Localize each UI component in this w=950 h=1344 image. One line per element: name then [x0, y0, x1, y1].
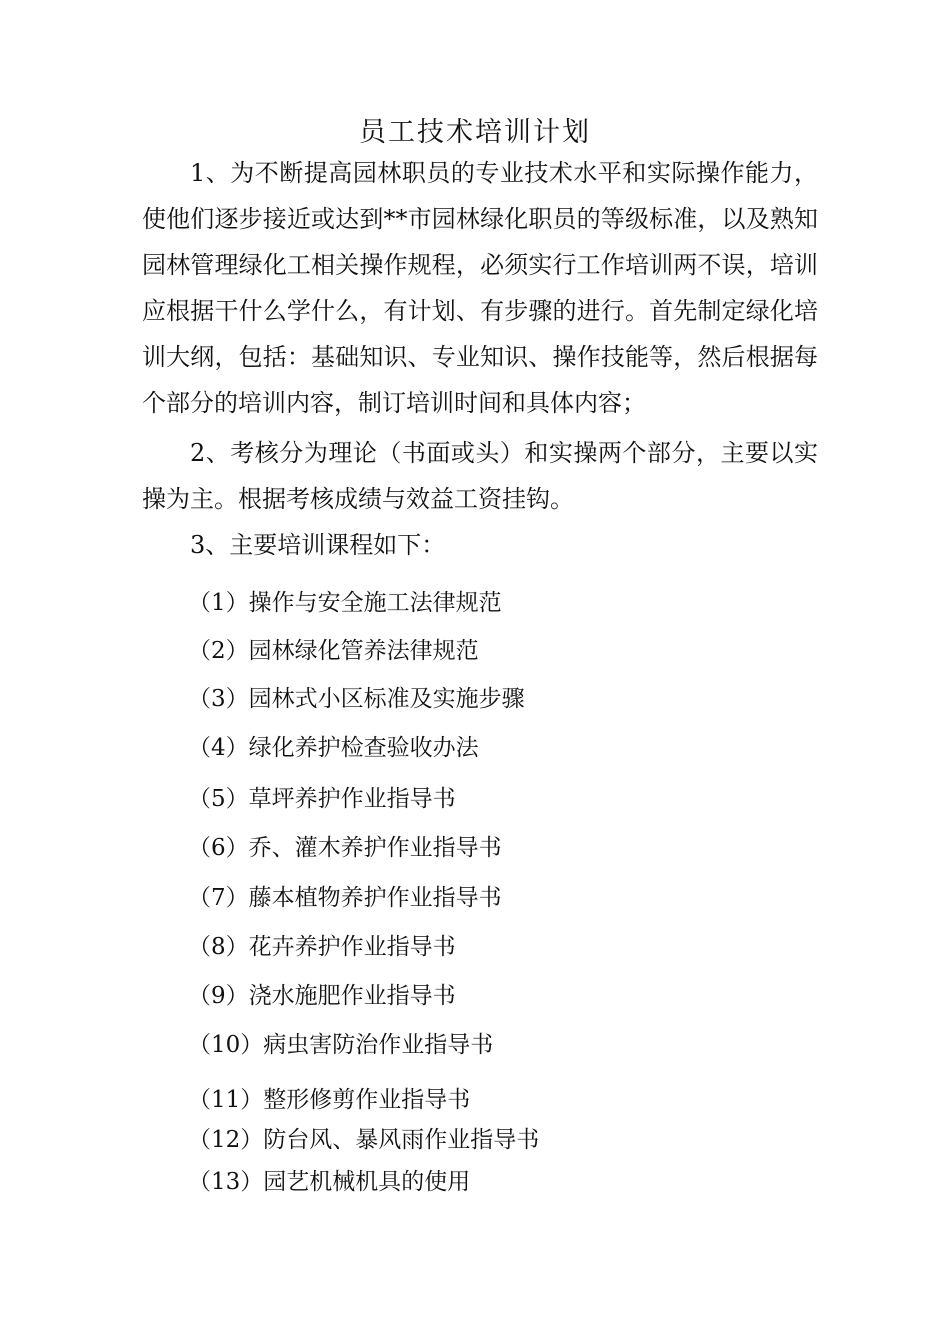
course-item: （7）藤本植物养护作业指导书	[188, 885, 502, 911]
paragraph-assessment: 2、考核分为理论（书面或头）和实操两个部分，主要以实操为主。根据考核成绩与效益工资挂钩。	[142, 439, 818, 513]
course-item: （6）乔、灌木养护作业指导书	[188, 835, 502, 861]
course-item: （4）绿化养护检查验收办法	[188, 735, 479, 761]
course-item: （1）操作与安全施工法律规范	[188, 590, 502, 616]
course-item: （5）草坪养护作业指导书	[188, 786, 456, 812]
course-item: （11）整形修剪作业指导书	[188, 1087, 471, 1113]
paragraph-course-intro: 3、主要培训课程如下：	[190, 531, 446, 559]
course-item: （8）花卉养护作业指导书	[188, 934, 456, 960]
course-item: （13）园艺机械机具的使用	[188, 1169, 471, 1195]
document-title: 员工技术培训计划	[359, 117, 591, 148]
course-item: （9）浇水施肥作业指导书	[188, 983, 456, 1009]
course-item: （10）病虫害防治作业指导书	[188, 1032, 494, 1058]
course-item: （2）园林绿化管养法律规范	[188, 638, 479, 664]
course-item: （3）园林式小区标准及实施步骤	[188, 686, 525, 712]
course-item: （12）防台风、暴风雨作业指导书	[188, 1127, 540, 1153]
paragraph-training-purpose: 1、为不断提高园林职员的专业技术水平和实际操作能力，使他们逐步接近或达到**市园林绿化职员的等级标准，以及熟知园林管理绿化工相关操作规程，必须实行工作培训两不误，培训应根据干什么学什么，有计划、有步骤的进行。首先制定绿化培训大纲，包括：基础知识、专业知识、操作技能等，然后根据每个部分的培训内容，制订培训时间和具体内容；	[142, 159, 818, 417]
